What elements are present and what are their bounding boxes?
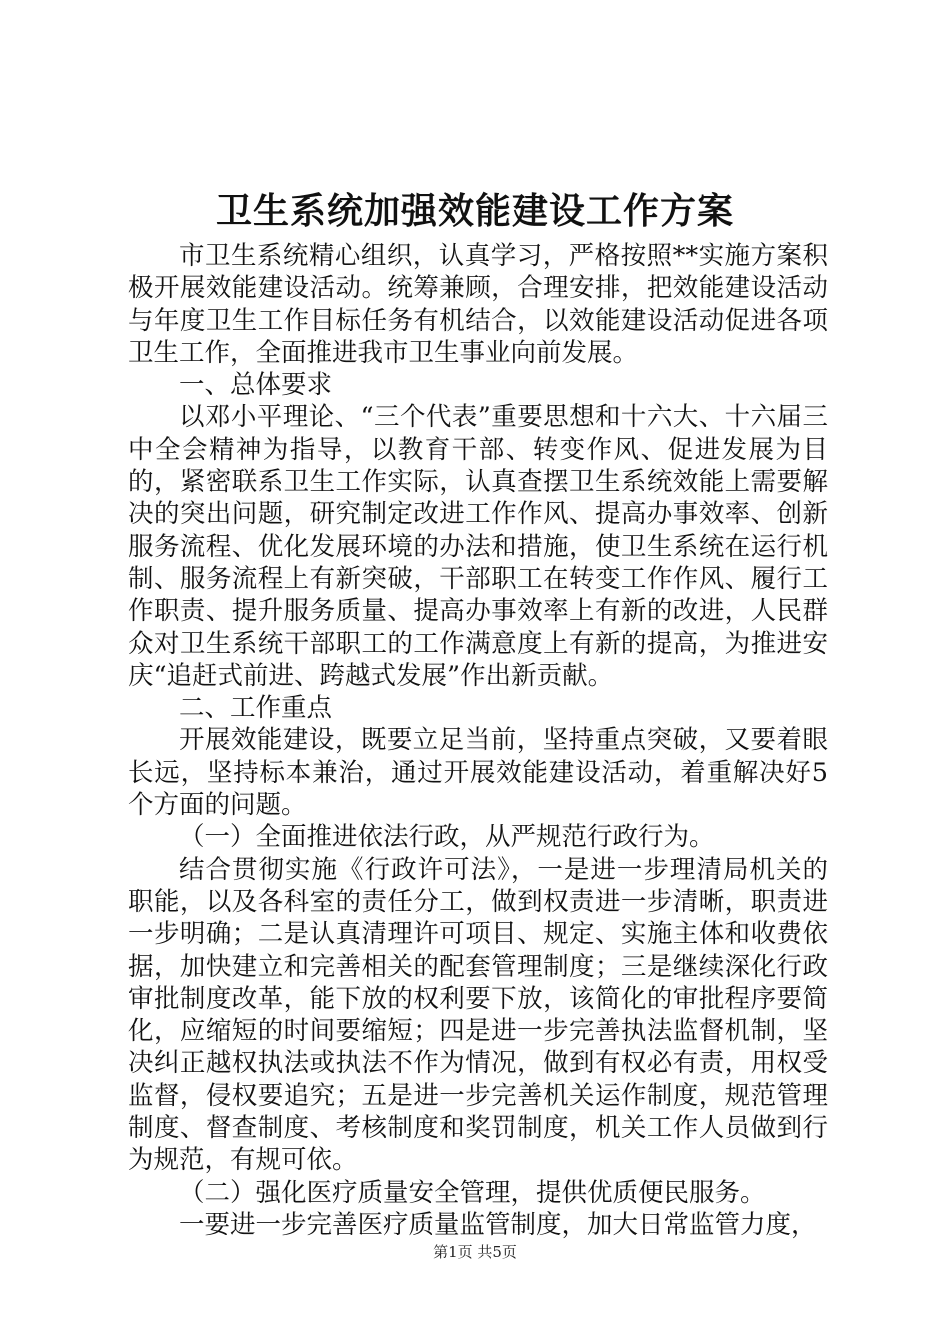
- section-heading-general-requirements: 一、总体要求: [179, 370, 333, 401]
- subsection-heading-2: （二）强化医疗质量安全管理，提供优质便民服务。: [179, 1177, 766, 1208]
- general-requirements-paragraph: 以邓小平理论、“三个代表”重要思想和十六大、十六届三中全会精神为指导，以教育干部、转变作风、促进发展为目的，紧密联系卫生工作实际，认真查摆卫生系统效能上需要解决的突出问题，研究制定改进工作作风、提高办事效率、创新服务流程、优化发展环境的办法和措施，使卫生系统在运行机制、服务流程上有新突破，干部职工在转变工作作风、履行工作职责、提升服务质量、提高办事效率上有新的改进，人民群众对卫生系统干部职工的工作满意度上有新的提高，为推进安庆“追赶式前进、跨越式发展”作出新贡献。: [128, 402, 828, 691]
- document-title: 卫生系统加强效能建设工作方案: [215, 190, 734, 232]
- intro-paragraph: 市卫生系统精心组织，认真学习，严格按照**实施方案积极开展效能建设活动。统筹兼顾，合理安排，把效能建设活动与年度卫生工作目标任务有机结合，以效能建设活动促进各项卫生工作，全面推进我市卫生事业向前发展。: [128, 241, 828, 368]
- work-focus-paragraph: 开展效能建设，既要立足当前，坚持重点突破，又要着眼长远，坚持标本兼治，通过开展效能建设活动，着重解决好5个方面的问题。: [128, 725, 828, 821]
- document-body: [128, 240, 828, 1241]
- section-heading-work-focus: 二、工作重点: [179, 693, 333, 724]
- page-number-footer: 第1页 共5页: [433, 1243, 517, 1261]
- subsection-heading-1: （一）全面推进依法行政，从严规范行政行为。: [179, 822, 715, 853]
- subsection-1-paragraph: 结合贯彻实施《行政许可法》，一是进一步理清局机关的职能，以及各科室的责任分工，做到权责进一步清晰，职责进一步明确；二是认真清理许可项目、规定、实施主体和收费依据，加快建立和完善相关的配套管理制度；三是继续深化行政审批制度改革，能下放的权利要下放，该简化的审批程序要简化，应缩短的时间要缩短；四是进一步完善执法监督机制，坚决纠正越权执法或执法不作为情况，做到有权必有责，用权受监督，侵权要追究；五是进一步完善机关运作制度，规范管理制度、督查制度、考核制度和奖罚制度，机关工作人员做到行为规范，有规可依。: [128, 854, 828, 1176]
- subsection-2-paragraph: 一要进一步完善医疗质量监管制度，加大日常监管力度，: [179, 1209, 817, 1240]
